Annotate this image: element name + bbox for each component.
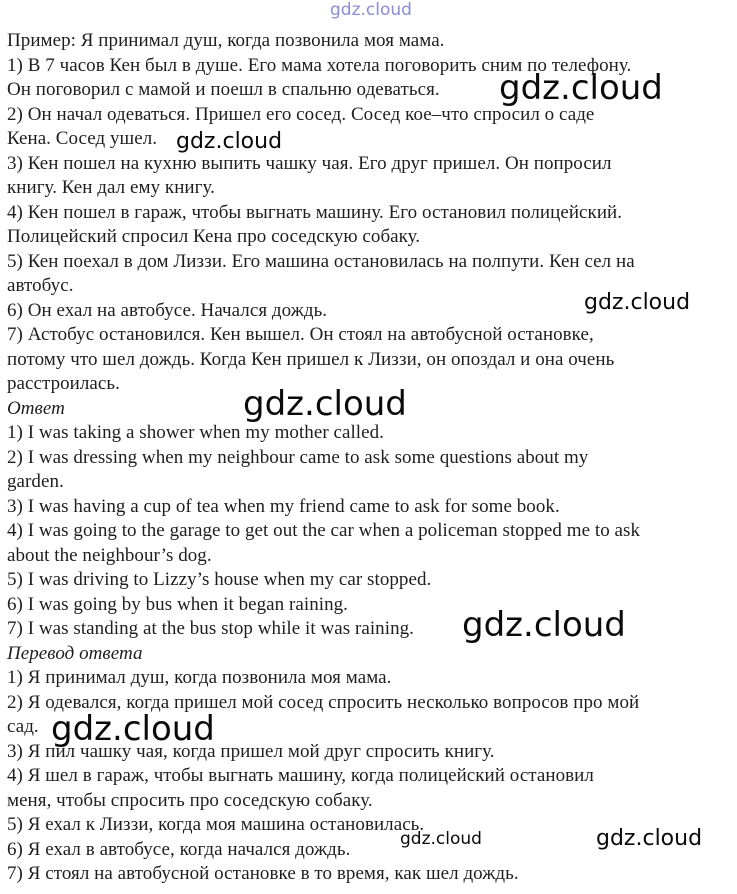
task-line: 6) Он ехал на автобусе. Начался дождь. xyxy=(7,299,328,321)
answer-line: garden. xyxy=(7,471,64,492)
task-line: Кена. Сосед ушел. xyxy=(7,128,158,149)
translation-heading: Перевод ответа xyxy=(7,642,143,664)
watermark: gdz.cloud xyxy=(400,829,482,849)
task-line: 2) Он начал одеваться. Пришел его сосед. Сосед кое–что спросил о саде xyxy=(7,103,595,125)
task-line: 3) Кен пошел на кухню выпить чашку чая. Его друг пришел. Он попросил xyxy=(7,152,612,174)
answer-line: 2) I was dressing when my neighbour came to ask some questions about my xyxy=(7,446,589,468)
task-line: автобус. xyxy=(7,275,74,296)
example-line: Пример: Я принимал душ, когда позвонила моя мама. xyxy=(7,30,445,51)
task-line: расстроилась. xyxy=(7,373,120,394)
answer-line: 5) I was driving to Lizzy’s house when my car stopped. xyxy=(7,569,432,590)
translation-line: 1) Я принимал душ, когда позвонила моя мама. xyxy=(7,667,392,688)
watermark: gdz.cloud xyxy=(584,290,691,315)
translation-line: 5) Я ехал к Лиззи, когда моя машина остановилась. xyxy=(7,814,425,835)
translation-line: 6) Я ехал в автобусе, когда начался дождь. xyxy=(7,838,351,860)
answer-line: 3) I was having a cup of tea when my friend came to ask for some book. xyxy=(7,495,560,517)
task-line: 7) Астобус остановился. Кен вышел. Он стоял на автобусной остановке, xyxy=(7,324,594,345)
task-line: потому что шел дождь. Когда Кен пришел к Лиззи, он опоздал и она очень xyxy=(7,348,615,370)
task-line: Полицейский спросил Кена про соседскую собаку. xyxy=(7,226,421,247)
task-line: 1) В 7 часов Кен был в душе. Его мама хотела поговорить сним по телефону. xyxy=(7,54,632,76)
task-line: 4) Кен пошел в гараж, чтобы выгнать машину. Его остановил полицейский. xyxy=(7,201,623,223)
answer-line: 4) I was going to the garage to get out the car when a policeman stopped me to ask xyxy=(7,520,641,541)
translation-line: 3) Я пил чашку чая, когда пришел мой друг спросить книгу. xyxy=(7,740,495,762)
document-body xyxy=(7,29,729,887)
translation-line: меня, чтобы спросить про соседскую собаку. xyxy=(7,789,373,811)
watermark: gdz.cloud xyxy=(51,709,215,749)
translation-line: 4) Я шел в гараж, чтобы выгнать машину, когда полицейский остановил xyxy=(7,765,594,786)
task-line: Он поговорил с мамой и поешл в спальню одеваться. xyxy=(7,79,440,100)
watermark: gdz.cloud xyxy=(596,826,703,851)
translation-line: 2) Я одевался, когда пришел мой сосед спросить несколько вопросов про мой xyxy=(7,691,640,713)
answer-line: 7) I was standing at the bus stop while it was raining. xyxy=(7,618,414,639)
watermark: gdz.cloud xyxy=(176,129,283,154)
task-line: книгу. Кен дал ему книгу. xyxy=(7,177,215,198)
watermark: gdz.cloud xyxy=(243,384,407,424)
translation-line: сад. xyxy=(7,716,39,737)
answer-line: 6) I was going by bus when it began raining. xyxy=(7,593,348,615)
task-line: 5) Кен поехал в дом Лиззи. Его машина остановилась на полпути. Кен сел на xyxy=(7,250,635,272)
watermark: gdz.cloud xyxy=(499,68,663,108)
answer-line: about the neighbour’s dog. xyxy=(7,544,212,566)
answer-line: 1) I was taking a shower when my mother called. xyxy=(7,422,384,443)
translation-line: 7) Я стоял на автобусной остановке в то время, как шел дождь. xyxy=(7,863,519,884)
watermark-top: gdz.cloud xyxy=(330,0,412,20)
answer-heading: Ответ xyxy=(7,397,65,419)
watermark: gdz.cloud xyxy=(462,605,626,645)
